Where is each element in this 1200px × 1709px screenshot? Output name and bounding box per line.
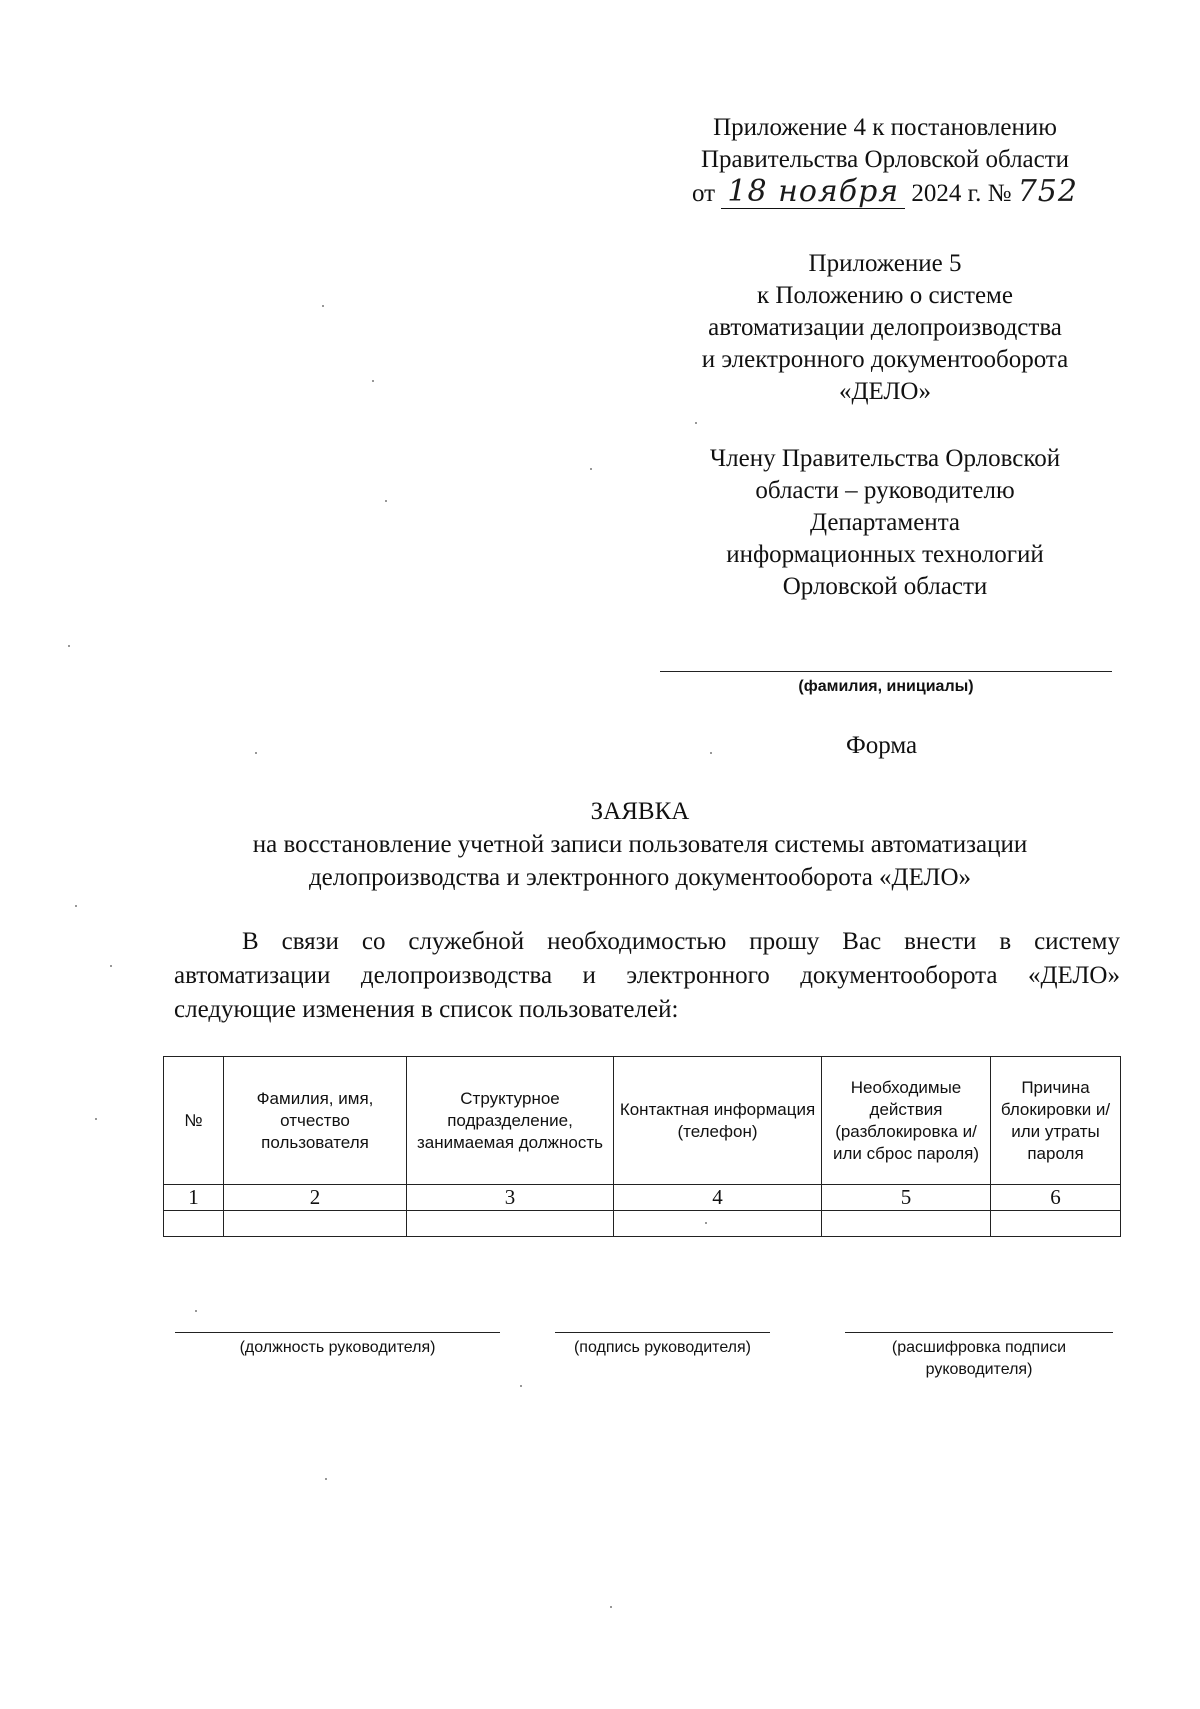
- header-cell-reason: Причина блокировки и/или утраты пароля: [991, 1057, 1121, 1185]
- scan-speck: [95, 1118, 97, 1120]
- year-number-label: 2024 г. №: [911, 180, 1012, 207]
- handwritten-date: 18 ноября: [721, 176, 905, 209]
- decode-caption: [845, 1337, 1113, 1381]
- signature-caption: (подпись руководителя): [573, 1339, 752, 1356]
- scan-speck: [75, 905, 77, 907]
- header-cell-number: №: [164, 1057, 224, 1185]
- empty-cell[interactable]: [407, 1211, 614, 1237]
- scan-speck: [695, 422, 697, 424]
- appendix5-line: к Положению о системе: [757, 282, 1013, 309]
- scan-speck: [590, 468, 592, 470]
- appendix5-line: и электронного документооборота: [701, 346, 1069, 373]
- appendix5-line: автоматизации делопроизводства: [708, 314, 1062, 341]
- handwritten-number: 752: [1017, 174, 1078, 209]
- header-cell-actions: Необходимые действия (разблокировка и/или сброс пароля): [822, 1057, 991, 1185]
- scan-speck: [705, 1222, 707, 1224]
- scan-speck: [710, 752, 712, 754]
- position-signature-line: [175, 1332, 500, 1333]
- addressee-line: Департамента: [809, 509, 961, 536]
- appendix4-header: [655, 112, 1115, 210]
- header-cell-fullname: Фамилия, имя, отчество пользователя: [224, 1057, 407, 1185]
- title-line1: на восстановление учетной записи пользователя системы автоматизации: [252, 831, 1028, 858]
- title-heading: ЗАЯВКА: [590, 798, 690, 825]
- form-label: Форма: [846, 732, 918, 759]
- title-line2: делопроизводства и электронного документооборота «ДЕЛО»: [308, 864, 972, 891]
- decode-caption-line2: руководителя): [925, 1361, 1033, 1378]
- signature-line: [555, 1332, 770, 1333]
- appendix5-block: [655, 248, 1115, 408]
- appendix5-line: Приложение 5: [808, 250, 962, 277]
- addressee-name-line: [660, 671, 1112, 672]
- addressee-line: информационных технологий: [726, 541, 1044, 568]
- decode-signature-line: [845, 1332, 1113, 1333]
- position-caption: (должность руководителя): [239, 1339, 436, 1356]
- number-cell: 4: [614, 1185, 822, 1211]
- header-cell-contact: Контактная информация (телефон): [614, 1057, 822, 1185]
- scan-speck: [110, 965, 112, 967]
- addressee-name-caption: (фамилия, инициалы): [798, 678, 974, 695]
- addressee-line: области – руководителю: [755, 477, 1015, 504]
- appendix4-line2: Правительства Орловской области: [700, 146, 1070, 173]
- empty-cell[interactable]: [614, 1211, 822, 1237]
- empty-cell[interactable]: [224, 1211, 407, 1237]
- scan-speck: [520, 1385, 522, 1387]
- body-paragraph: В связи со служебной необходимостью прошу Вас внести в систему автоматизации делопроизводства и электронного документооборота «ДЕЛО» следующие изменения в список пользователей:: [174, 928, 1120, 1023]
- empty-cell[interactable]: [991, 1211, 1121, 1237]
- document-title: [160, 795, 1120, 894]
- empty-cell[interactable]: [164, 1211, 224, 1237]
- addressee-line: Орловской области: [782, 573, 988, 600]
- header-cell-department: Структурное подразделение, занимаемая должность: [407, 1057, 614, 1185]
- date-prefix: от: [692, 180, 716, 207]
- users-table: [163, 1056, 1121, 1237]
- scan-speck: [610, 1606, 612, 1608]
- number-cell: 6: [991, 1185, 1121, 1211]
- addressee-line: Члену Правительства Орловской: [709, 445, 1061, 472]
- resolution-date-line: [655, 176, 1115, 210]
- appendix4-line1: Приложение 4 к постановлению: [713, 114, 1057, 141]
- number-cell: 2: [224, 1185, 407, 1211]
- appendix5-line: «ДЕЛО»: [838, 378, 931, 405]
- empty-cell[interactable]: [822, 1211, 991, 1237]
- table-row-numbers: [164, 1185, 1121, 1211]
- decode-caption-line1: (расшифровка подписи: [891, 1339, 1067, 1356]
- scan-speck: [255, 752, 257, 754]
- number-cell: 5: [822, 1185, 991, 1211]
- number-cell: 1: [164, 1185, 224, 1211]
- table-header-row: [164, 1057, 1121, 1185]
- number-cell: 3: [407, 1185, 614, 1211]
- scan-speck: [68, 645, 70, 647]
- table-row-empty: [164, 1211, 1121, 1237]
- scan-speck: [322, 305, 324, 307]
- scan-speck: [385, 500, 387, 502]
- scan-speck: [195, 1310, 197, 1312]
- addressee-block: [655, 443, 1115, 603]
- scan-speck: [325, 1478, 327, 1480]
- scan-speck: [372, 380, 374, 382]
